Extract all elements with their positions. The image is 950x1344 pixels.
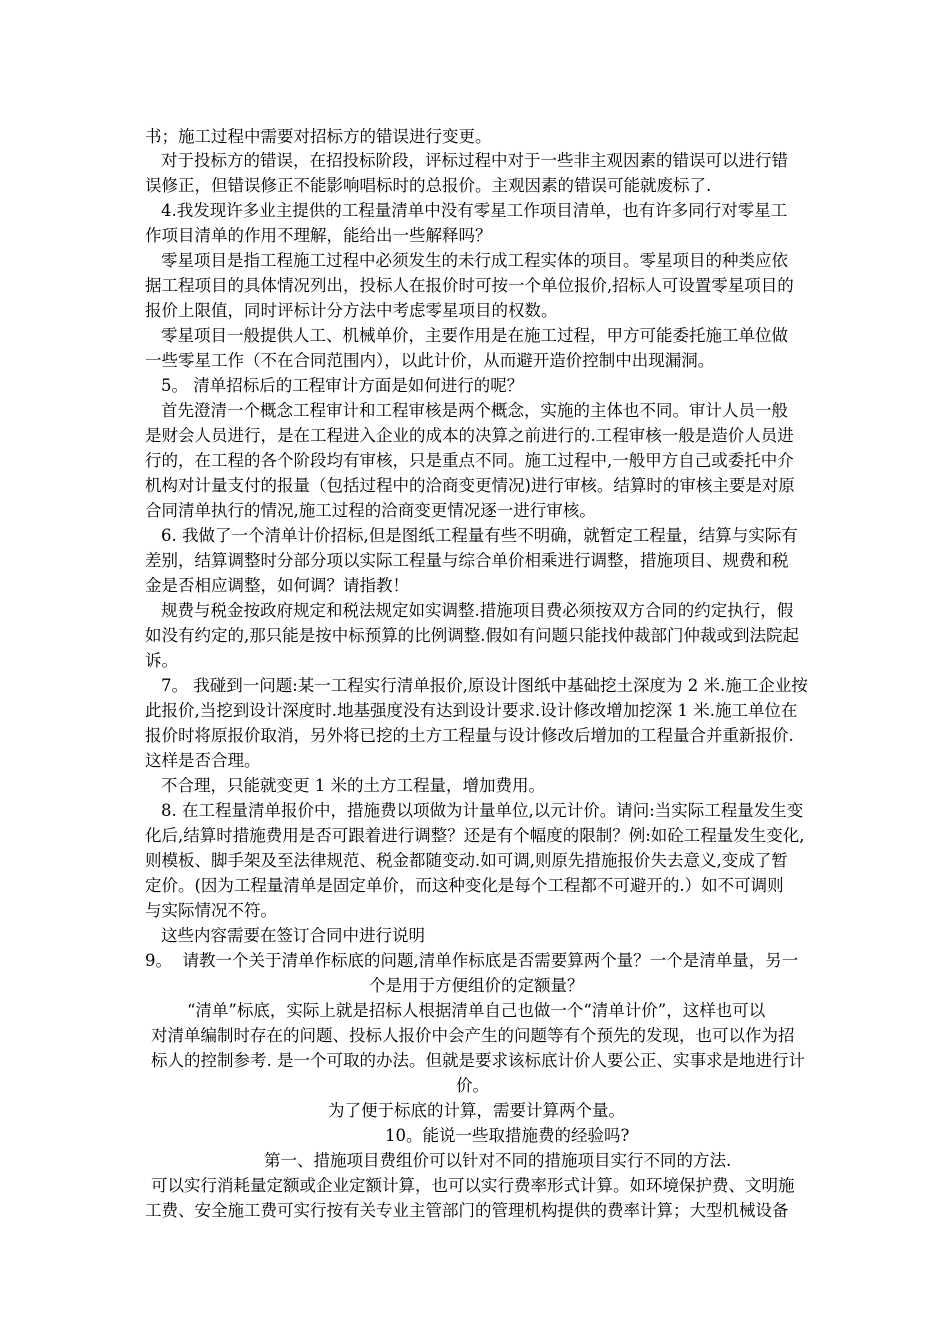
- text-line: 误修正，但错误修正不能影响唱标时的总报价。主观因素的错误可能就废标了.: [145, 176, 712, 195]
- text-line: 这些内容需要在签订合同中进行说明: [161, 926, 425, 945]
- text-line: 报价上限值，同时评标计分方法中考虑零星项目的权数。: [145, 301, 558, 320]
- text-line: 作项目清单的作用不理解，能给出一些解释吗？: [145, 226, 492, 245]
- text-line: 个是用于方便组价的定额量？: [369, 976, 584, 995]
- text-line: 零星项目一般提供人工、机械单价，主要作用是在施工过程，甲方可能委托施工单位做: [161, 326, 788, 345]
- text-line: 对于投标方的错误，在招投标阶段，评标过程中对于一些非主观因素的错误可以进行错: [161, 151, 788, 170]
- text-line: 行的，在工程的各个阶段均有审核，只是重点不同。施工过程中,一般甲方自己或委托中介: [145, 451, 794, 470]
- text-line: 零星项目是指工程施工过程中必须发生的未行成工程实体的项目。零星项目的种类应依: [161, 251, 788, 270]
- text-line: 7。 我碰到一问题:某一工程实行清单报价,原设计图纸中基础挖土深度为 2 米.施工企业按: [161, 676, 808, 695]
- text-line: 规费与税金按政府规定和税法规定如实调整.措施项目费必须按双方合同的约定执行，假: [161, 601, 794, 620]
- text-line: 工费、安全施工费可实行按有关专业主管部门的管理机构提供的费率计算；大型机械设备: [145, 1201, 789, 1220]
- text-line: 据工程项目的具体情况列出，投标人在报价时可按一个单位报价,招标人可设置零星项目的: [145, 276, 794, 295]
- text-line: 与实际情况不符。: [145, 901, 277, 920]
- text-line: 9。 请教一个关于清单作标底的问题,清单作标底是否需要算两个量？一个是清单量，另一: [145, 951, 799, 970]
- text-line: 8. 在工程量清单报价中，措施费以项做为计量单位,以元计价。请问:当实际工程量发生变: [161, 801, 804, 820]
- text-line: 是财会人员进行，是在工程进入企业的成本的决算之前进行的.工程审核一般是造价人员进: [145, 426, 794, 445]
- text-line: 报价时将原报价取消，另外将已挖的土方工程量与设计修改后增加的工程量合并重新报价.: [145, 726, 794, 745]
- text-line: 对清单编制时存在的问题、投标人报价中会产生的问题等有个预先的发现，也可以作为招: [151, 1026, 795, 1045]
- text-line: 4.我发现许多业主提供的工程量清单中没有零星工作项目清单，也有许多同行对零星工: [161, 201, 788, 220]
- text-line: 价。: [456, 1076, 489, 1095]
- text-line: 则模板、脚手架及至法律规范、税金都随变动.如可调,则原先措施报价失去意义,变成了暂: [145, 851, 788, 870]
- text-line: 定价。(因为工程量清单是固定单价，而这种变化是每个工程都不可避开的.）如不可调则: [145, 876, 784, 895]
- text-line: 6. 我做了一个清单计价招标,但是图纸工程量有些不明确，就暂定工程量，结算与实际有: [161, 526, 798, 545]
- text-line: 化后,结算时措施费用是否可跟着进行调整？还是有个幅度的限制？例:如砼工程量发生变化,: [145, 826, 805, 845]
- text-line: 合同清单执行的情况,施工过程的洽商变更情况逐一进行审核。: [145, 501, 596, 520]
- text-line: 金是否相应调整，如何调？请指教！: [145, 576, 409, 595]
- text-line: 这样是否合理。: [145, 751, 261, 770]
- text-line: 10。能说一些取措施费的经验吗?: [385, 1126, 630, 1145]
- text-line: 诉。: [145, 651, 178, 670]
- text-line: 机构对计量支付的报量（包括过程中的洽商变更情况)进行审核。结算时的审核主要是对原: [145, 476, 795, 495]
- text-line: “清单”标底，实际上就是招标人根据清单自己也做一个“清单计价”，这样也可以: [187, 1001, 766, 1020]
- text-line: 如没有约定的,那只能是按中标预算的比例调整.假如有问题只能找仲裁部门仲裁或到法院起: [145, 626, 799, 645]
- text-line: 首先澄清一个概念工程审计和工程审核是两个概念，实施的主体也不同。审计人员一般: [161, 401, 788, 420]
- text-line: 此报价,当挖到设计深度时.地基强度没有达到设计要求.设计修改增加挖深 1 米.施工单位在: [145, 701, 798, 720]
- text-line: 5。 清单招标后的工程审计方面是如何进行的呢？: [161, 376, 524, 395]
- text-line: 一些零星工作（不在合同范围内），以此计价，从而避开造价控制中出现漏洞。: [145, 351, 715, 370]
- text-line: 为了便于标底的计算，需要计算两个量。: [328, 1101, 625, 1120]
- text-line: 可以实行消耗量定额或企业定额计算，也可以实行费率形式计算。如环境保护费、文明施: [151, 1176, 795, 1195]
- text-line: 第一、措施项目费组价可以针对不同的措施项目实行不同的方法.: [264, 1151, 732, 1170]
- text-line: 不合理，只能就变更 1 米的土方工程量，增加费用。: [161, 776, 545, 795]
- text-line: 差别，结算调整时分部分项以实际工程量与综合单价相乘进行调整，措施项目、规费和税: [145, 551, 789, 570]
- text-line: 书；施工过程中需要对招标方的错误进行变更。: [145, 127, 492, 146]
- text-line: 标人的控制参考. 是一个可取的办法。但就是要求该标底计价人要公正、实事求是地进行计: [151, 1051, 805, 1070]
